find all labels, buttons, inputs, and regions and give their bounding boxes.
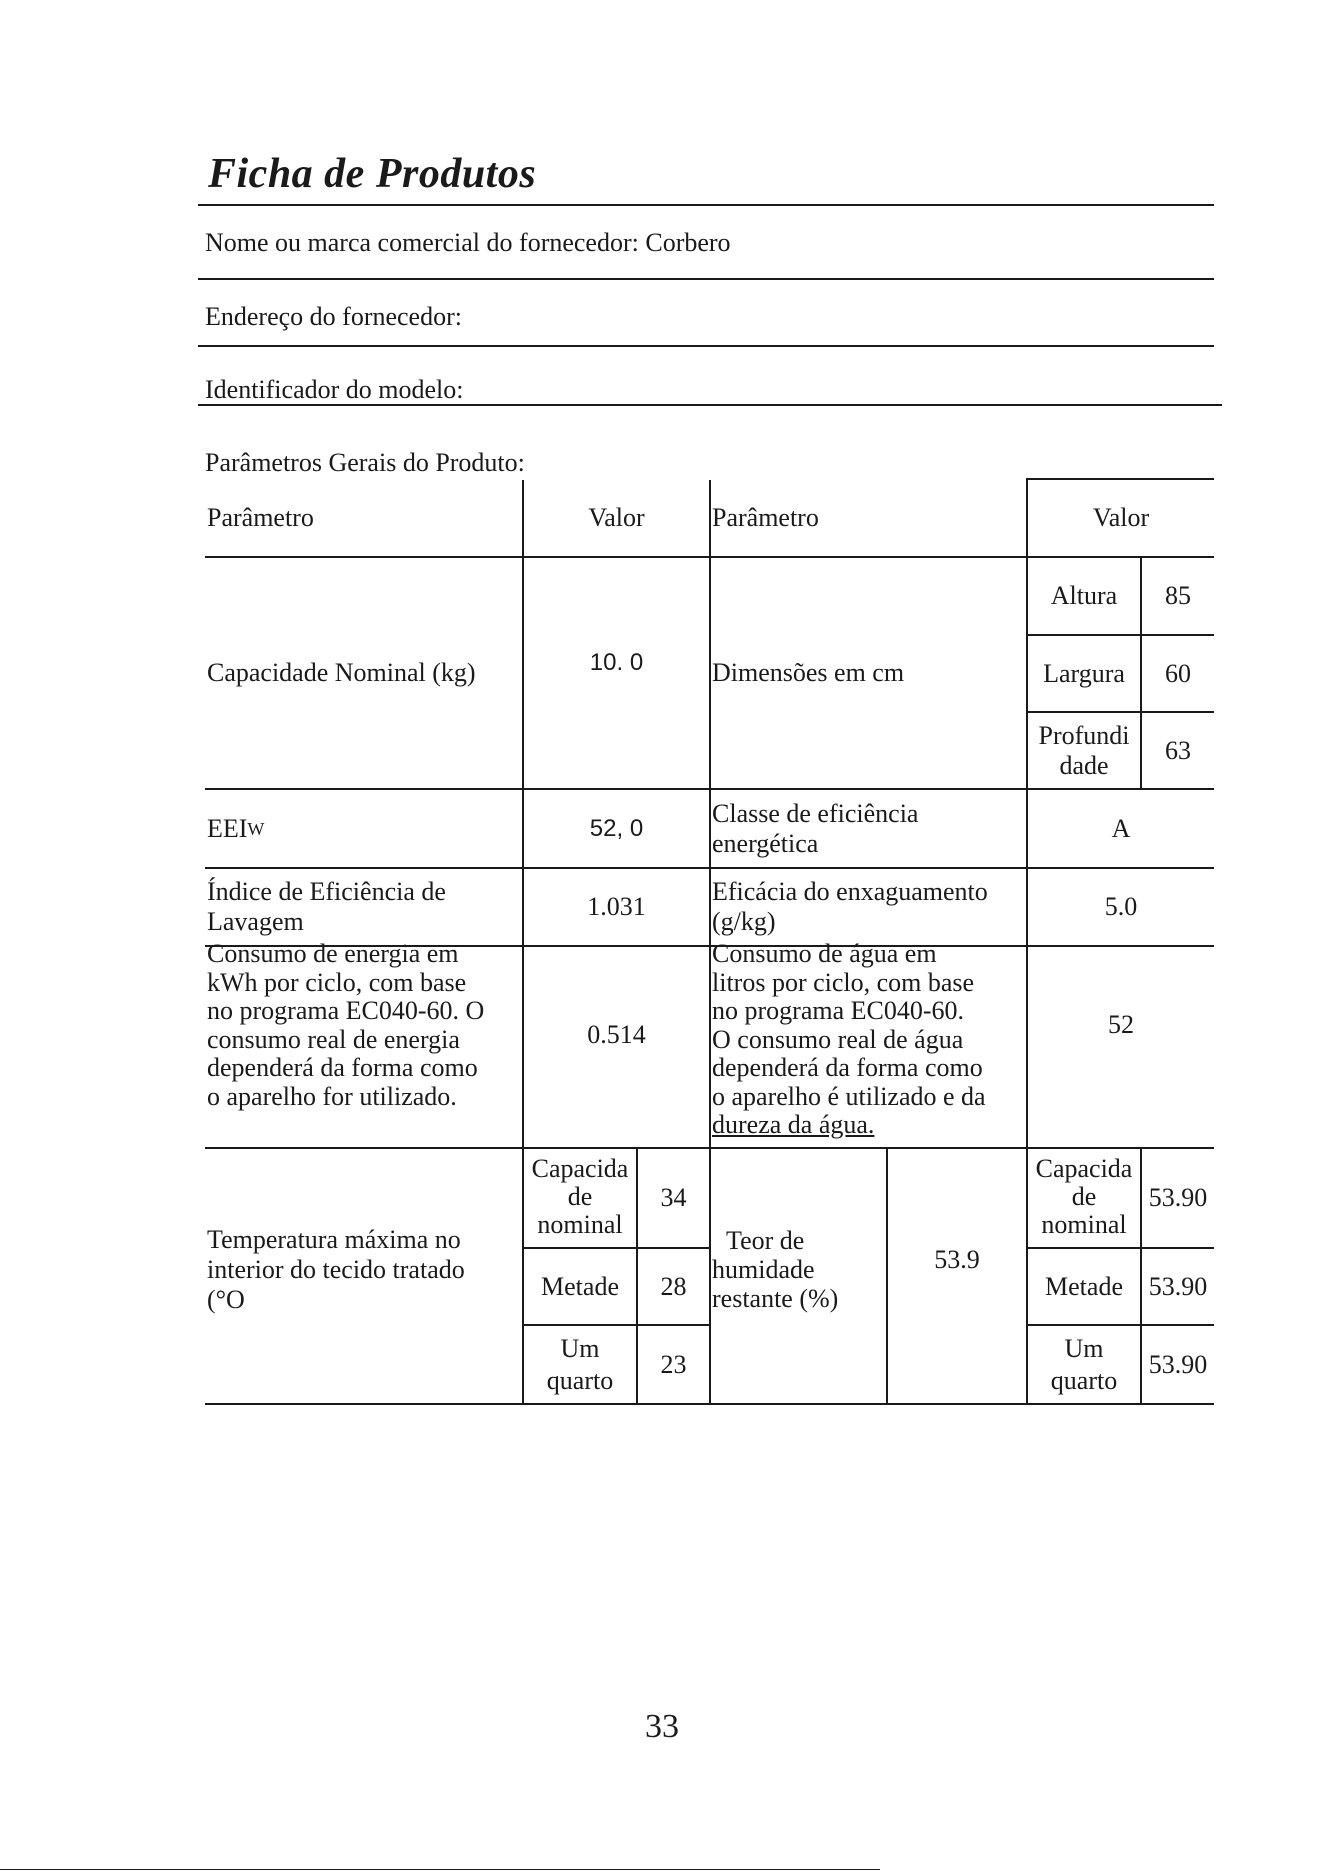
- width-value: 60: [1165, 658, 1191, 688]
- moisture-label: Teor de humidade restante (%): [712, 1225, 839, 1313]
- dimensions-label: Dimensões em cm: [712, 658, 905, 687]
- model-identifier-field: Identificador do modelo:: [205, 375, 464, 404]
- rinsing-value: 5.0: [1104, 892, 1138, 921]
- capacity-label: Capacidade Nominal (kg): [207, 658, 476, 687]
- energy-consumption-label: Consumo de energia em kWh por ciclo, com base no programa EC040-60. O consumo real de energia dependerá da forma como o aparelho for utilizado.: [207, 939, 485, 1111]
- temp-half-label: Metade: [541, 1271, 619, 1301]
- energy-class-label: Classe de eficiência energética: [712, 798, 919, 858]
- width-label: Largura: [1043, 658, 1125, 688]
- temp-rated-label: Capacida de nominal: [531, 1154, 629, 1239]
- washing-index-value: 1.031: [587, 892, 646, 921]
- supplier-name-field: Nome ou marca comercial do fornecedor: Corbero: [205, 228, 731, 257]
- moisture-rated-value: 53.90: [1148, 1183, 1208, 1212]
- title-rule: [198, 204, 1214, 206]
- header-value-1: Valor: [588, 503, 645, 532]
- temp-rated-value: 34: [660, 1183, 687, 1212]
- header-param-2: Parâmetro: [712, 503, 819, 532]
- temp-quarter-label: Um quarto: [546, 1333, 614, 1395]
- temp-quarter-value: 23: [660, 1349, 687, 1379]
- moisture-value: 53.9: [934, 1245, 980, 1274]
- page-number: 33: [645, 1708, 679, 1745]
- depth-value: 63: [1165, 735, 1191, 765]
- bottom-edge-rule: [0, 1869, 880, 1870]
- energy-consumption-value: 0.514: [587, 1020, 646, 1049]
- divider: [198, 278, 1214, 280]
- header-param-1: Parâmetro: [207, 503, 314, 532]
- height-value: 85: [1165, 581, 1191, 610]
- temp-half-value: 28: [660, 1271, 687, 1301]
- moisture-quarter-value: 53.90: [1148, 1349, 1208, 1379]
- water-consumption-value: 52: [1108, 1010, 1134, 1039]
- moisture-half-label: Metade: [1045, 1271, 1123, 1301]
- moisture-rated-label: Capacida de nominal: [1035, 1154, 1133, 1239]
- eeiw-label: EEI W: [207, 813, 265, 843]
- capacity-value: 10. 0: [589, 649, 644, 676]
- depth-label: Profundi dade: [1038, 720, 1130, 780]
- washing-index-label: Índice de Eficiência de Lavagem: [207, 877, 446, 936]
- supplier-address-field: Endereço do fornecedor:: [205, 302, 462, 331]
- moisture-quarter-label: Um quarto: [1050, 1333, 1118, 1395]
- rinsing-label: Eficácia do enxaguamento (g/kg): [712, 877, 988, 936]
- divider: [198, 404, 1222, 406]
- moisture-half-value: 53.90: [1148, 1271, 1208, 1301]
- temperature-label: Temperatura máxima no interior do tecido tratado (°O: [207, 1225, 465, 1314]
- section-title: Parâmetros Gerais do Produto:: [205, 448, 525, 477]
- header-value-2: Valor: [1092, 503, 1150, 532]
- page-title: Ficha de Produtos: [208, 151, 537, 197]
- height-label: Altura: [1050, 581, 1118, 610]
- eeiw-value: 52, 0: [589, 814, 644, 842]
- divider: [198, 345, 1214, 347]
- energy-class-value: A: [1111, 813, 1131, 843]
- water-consumption-label: Consumo de água em litros por ciclo, com base no programa EC040-60. O consumo real de água dependerá da forma como o aparelho é utilizado e da dureza da água.: [712, 940, 986, 1139]
